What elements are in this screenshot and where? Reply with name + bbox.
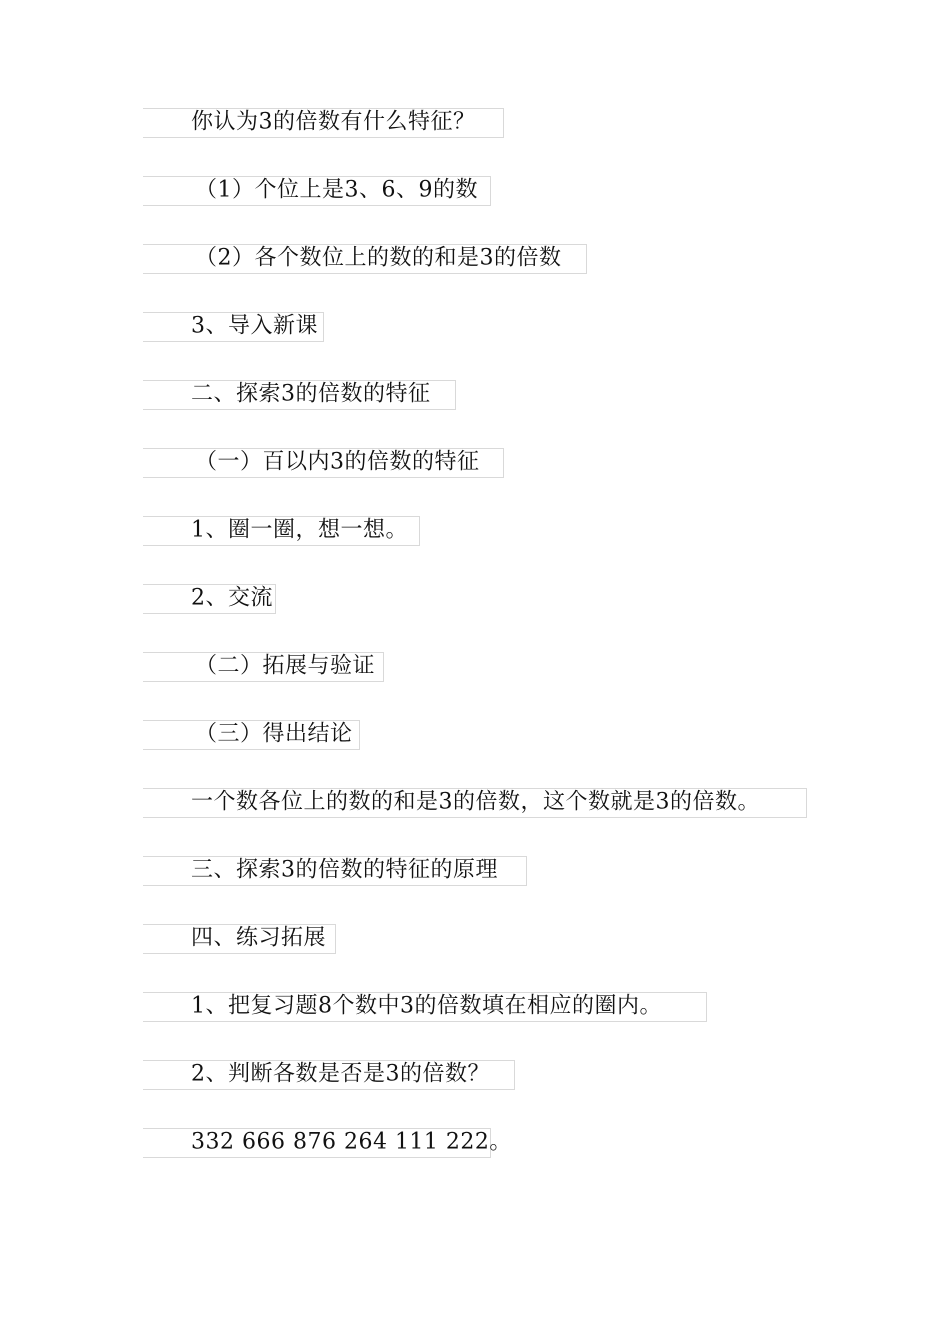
text-line	[143, 584, 276, 614]
list-item-text: 2、交流	[191, 585, 273, 611]
section-heading: 3、导入新课	[191, 313, 318, 339]
text-line	[143, 448, 504, 478]
list-item-text: （2）各个数位上的数的和是3的倍数	[195, 245, 562, 271]
text-line	[143, 1128, 512, 1158]
text-line	[143, 108, 504, 138]
numbers-text: 332 666 876 264 111 222。	[191, 1129, 512, 1155]
text-line	[143, 176, 491, 206]
conclusion-text: 一个数各位上的数的和是3的倍数，这个数就是3的倍数。	[191, 789, 760, 815]
question-text: 你认为3的倍数有什么特征？	[191, 109, 476, 135]
text-line	[143, 856, 527, 886]
text-line	[143, 788, 807, 818]
text-line	[143, 1060, 515, 1090]
section-heading: 三、探索3的倍数的特征的原理	[191, 857, 498, 883]
list-item-text: 1、圈一圈，想一想。	[191, 517, 408, 543]
subsection-heading: （三）得出结论	[195, 721, 353, 747]
exercise-text: 2、判断各数是否是3的倍数？	[191, 1061, 490, 1087]
text-line	[143, 652, 384, 682]
text-line	[143, 312, 324, 342]
text-line	[143, 924, 336, 954]
subsection-heading: （一）百以内3的倍数的特征	[195, 449, 480, 475]
text-line	[143, 720, 360, 750]
text-line	[143, 244, 587, 274]
exercise-text: 1、把复习题8个数中3的倍数填在相应的圈内。	[191, 993, 662, 1019]
text-line	[143, 380, 456, 410]
subsection-heading: （二）拓展与验证	[195, 653, 376, 679]
text-line	[143, 992, 707, 1022]
text-line	[143, 516, 420, 546]
section-heading: 四、练习拓展	[191, 925, 327, 951]
section-heading: 二、探索3的倍数的特征	[191, 381, 431, 407]
list-item-text: （1）个位上是3、6、9的数	[195, 177, 478, 203]
